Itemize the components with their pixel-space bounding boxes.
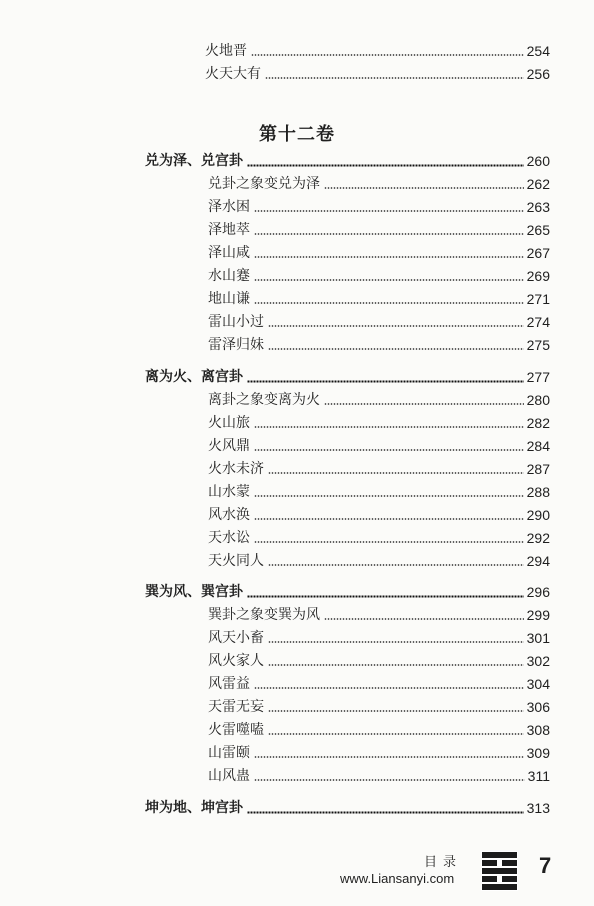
entry-title: 雷泽归妹 [208, 337, 264, 353]
leader-dots [254, 687, 524, 689]
toc-entry [208, 502, 550, 524]
leader-dots [254, 233, 524, 235]
leader-dots [254, 495, 524, 497]
section-title: 巽为风、巽宫卦 [145, 584, 243, 600]
entry-title: 火山旅 [208, 415, 250, 431]
leader-dots [254, 279, 524, 281]
entry-page: 284 [526, 438, 550, 454]
leader-dots [247, 811, 524, 814]
leader-dots [254, 779, 525, 781]
section-page: 260 [526, 153, 550, 169]
entry-page: 292 [526, 530, 550, 546]
page-number: 7 [539, 853, 552, 878]
toc-entry [208, 525, 550, 547]
footer-label: 目录 [424, 855, 463, 870]
toc-entry [208, 479, 550, 501]
leader-dots [254, 541, 524, 543]
toc-entry [208, 694, 550, 716]
entry-page: 282 [526, 415, 550, 431]
leader-dots [247, 595, 524, 598]
entry-title: 天雷无妄 [208, 699, 264, 715]
entry-page: 304 [526, 676, 550, 692]
entry-page: 269 [526, 268, 550, 284]
entry-title: 雷山小过 [208, 314, 264, 330]
entry-title: 火天大有 [205, 66, 261, 82]
entry-page: 262 [526, 176, 550, 192]
toc-entry [208, 671, 550, 693]
entry-title: 天火同人 [208, 553, 264, 569]
entry-page: 254 [526, 43, 550, 59]
section-heading [145, 364, 550, 386]
leader-dots [254, 756, 524, 758]
leader-dots [268, 325, 524, 327]
entry-title: 风雷益 [208, 676, 250, 692]
entry-page: 271 [526, 291, 550, 307]
toc-entry [208, 263, 550, 285]
leader-dots [268, 564, 524, 566]
leader-dots [251, 54, 524, 56]
toc-entry [208, 217, 550, 239]
entry-page: 302 [526, 653, 550, 669]
leader-dots [268, 472, 524, 474]
section-page: 277 [526, 369, 550, 385]
entry-page: 306 [526, 699, 550, 715]
leader-dots [254, 426, 524, 428]
leader-dots [324, 618, 524, 620]
entry-title: 泽水困 [208, 199, 250, 215]
entry-page: 267 [526, 245, 550, 261]
leader-dots [254, 256, 524, 258]
entry-title: 火雷噬嗑 [208, 722, 264, 738]
leader-dots [247, 164, 524, 167]
entry-title: 巽卦之象变巽为风 [208, 607, 320, 623]
section-title: 兑为泽、兑宫卦 [145, 153, 243, 169]
entry-page: 301 [526, 630, 550, 646]
toc-entry [208, 194, 550, 216]
entry-page: 256 [526, 66, 550, 82]
entry-title: 山风蛊 [208, 768, 250, 784]
leader-dots [265, 77, 524, 79]
entry-page: 280 [526, 392, 550, 408]
section-heading [145, 795, 550, 817]
leader-dots [247, 380, 524, 383]
section-heading [145, 148, 550, 170]
section-page: 313 [526, 800, 550, 816]
leader-dots [268, 710, 524, 712]
leader-dots [254, 449, 524, 451]
section-title: 坤为地、坤宫卦 [145, 800, 243, 816]
entry-title: 风水涣 [208, 507, 250, 523]
section-heading [145, 579, 550, 601]
leader-dots [254, 210, 524, 212]
entry-title: 天水讼 [208, 530, 250, 546]
footer-url: www.Liansanyi.com [340, 871, 455, 886]
toc-entry [205, 61, 550, 83]
toc-entry [208, 410, 550, 432]
toc-entry [208, 433, 550, 455]
entry-page: 274 [526, 314, 550, 330]
toc-entry [208, 625, 550, 647]
section-page: 296 [526, 584, 550, 600]
leader-dots [324, 403, 524, 405]
entry-page: 308 [526, 722, 550, 738]
entry-page: 288 [526, 484, 550, 500]
entry-title: 山雷颐 [208, 745, 250, 761]
entry-title: 泽地萃 [208, 222, 250, 238]
hexagram-logo-icon [481, 851, 518, 891]
entry-title: 风天小畜 [208, 630, 264, 646]
entry-title: 离卦之象变离为火 [208, 392, 320, 408]
entry-page: 265 [526, 222, 550, 238]
entry-page: 294 [526, 553, 550, 569]
entry-title: 地山谦 [208, 291, 250, 307]
toc-entry [208, 309, 550, 331]
toc-entry [208, 332, 550, 354]
leader-dots [254, 518, 524, 520]
entry-page: 311 [527, 768, 550, 784]
leader-dots [268, 664, 524, 666]
entry-page: 275 [526, 337, 550, 353]
toc-entry [208, 456, 550, 478]
entry-title: 火地晋 [205, 43, 247, 59]
entry-title: 水山蹇 [208, 268, 250, 284]
toc-entry [208, 763, 550, 785]
toc-entry [208, 286, 550, 308]
leader-dots [268, 641, 524, 643]
entry-page: 299 [526, 607, 550, 623]
entry-title: 火风鼎 [208, 438, 250, 454]
section-title: 离为火、离宫卦 [145, 369, 243, 385]
entry-page: 290 [526, 507, 550, 523]
entry-page: 309 [526, 745, 550, 761]
entry-title: 兑卦之象变兑为泽 [208, 176, 320, 192]
leader-dots [268, 733, 524, 735]
toc-entry [208, 171, 550, 193]
entry-page: 287 [526, 461, 550, 477]
toc-entry [205, 38, 550, 60]
leader-dots [324, 187, 524, 189]
entry-title: 泽山咸 [208, 245, 250, 261]
toc-entry [208, 387, 550, 409]
toc-entry [208, 548, 550, 570]
toc-entry [208, 648, 550, 670]
entry-title: 山水蒙 [208, 484, 250, 500]
toc-entry [208, 240, 550, 262]
entry-page: 263 [526, 199, 550, 215]
volume-title: 第十二卷 [259, 124, 335, 145]
toc-entry [208, 717, 550, 739]
entry-title: 火水未济 [208, 461, 264, 477]
toc-entry [208, 602, 550, 624]
leader-dots [268, 348, 524, 350]
leader-dots [254, 302, 524, 304]
entry-title: 风火家人 [208, 653, 264, 669]
toc-entry [208, 740, 550, 762]
